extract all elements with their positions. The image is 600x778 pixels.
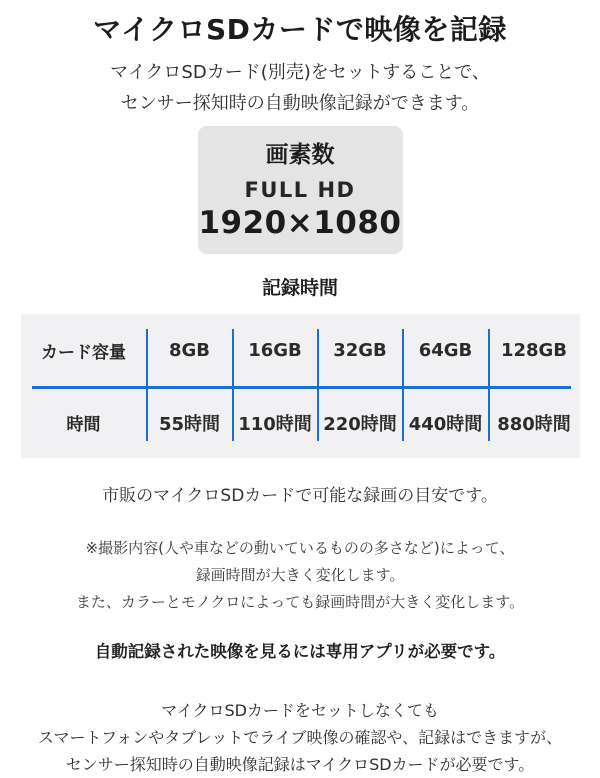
page-title: マイクロSDカードで映像を記録 xyxy=(93,13,507,46)
capacity-cell: 128GB xyxy=(500,340,568,361)
capacity-cell: 32GB xyxy=(333,340,387,361)
capacity-header-cell: カード容量 xyxy=(41,343,126,363)
video-format-label: FULL HD xyxy=(244,178,356,202)
capacity-cell: 16GB xyxy=(248,340,302,361)
recording-time-heading: 記録時間 xyxy=(261,277,338,299)
table-horizontal-divider xyxy=(32,386,571,389)
footer-line-3: センサー探知時の自動映像記録はマイクロSDカードが必要です。 xyxy=(65,755,535,774)
resolution-value: 1920×1080 xyxy=(198,205,402,241)
hours-cell: 110時間 xyxy=(238,413,312,435)
footer-line-1: マイクロSDカードをセットしなくても xyxy=(161,701,439,720)
capacity-cell: 8GB xyxy=(168,340,211,361)
note-line-1: ※撮影内容(人や車などの動いているものの多さなど)によって、 xyxy=(85,539,515,557)
table-vertical-divider xyxy=(232,329,234,441)
footer-line-2: スマートフォンやタブレットでライブ映像の確認や、記録はできますが、 xyxy=(37,728,563,747)
pixel-count-heading: 画素数 xyxy=(265,142,335,168)
table-vertical-divider xyxy=(146,329,148,441)
app-required-note: 自動記録された映像を見るには専用アプリが必要です。 xyxy=(94,642,506,661)
recording-time-table xyxy=(21,314,580,458)
table-vertical-divider xyxy=(402,329,404,441)
note-line-3: また、カラーとモノクロによっても録画時間が大きく変化します。 xyxy=(75,593,525,611)
hours-cell: 880時間 xyxy=(497,413,571,435)
table-caption: 市販のマイクロSDカードで可能な録画の目安です。 xyxy=(102,486,498,506)
disclaimer-notes xyxy=(0,535,600,616)
table-row-hours xyxy=(21,387,580,458)
hours-cell: 220時間 xyxy=(323,413,397,435)
intro-line-1: マイクロSDカード(別売)をセットすることで、 xyxy=(110,62,490,83)
table-vertical-divider xyxy=(317,329,319,441)
hours-cell: 440時間 xyxy=(408,413,483,435)
intro-line-2: センサー探知時の自動映像記録ができます。 xyxy=(120,93,480,114)
capacity-cell: 64GB xyxy=(418,340,473,361)
table-vertical-divider xyxy=(488,329,490,441)
pixel-count-box xyxy=(198,126,403,254)
hours-header-cell: 時間 xyxy=(66,415,101,435)
footer-note xyxy=(0,697,600,778)
note-line-2: 録画時間が大きく変化します。 xyxy=(195,566,405,584)
table-row-capacity xyxy=(21,314,580,387)
intro-text xyxy=(0,57,600,119)
hours-cell: 55時間 xyxy=(158,413,221,435)
